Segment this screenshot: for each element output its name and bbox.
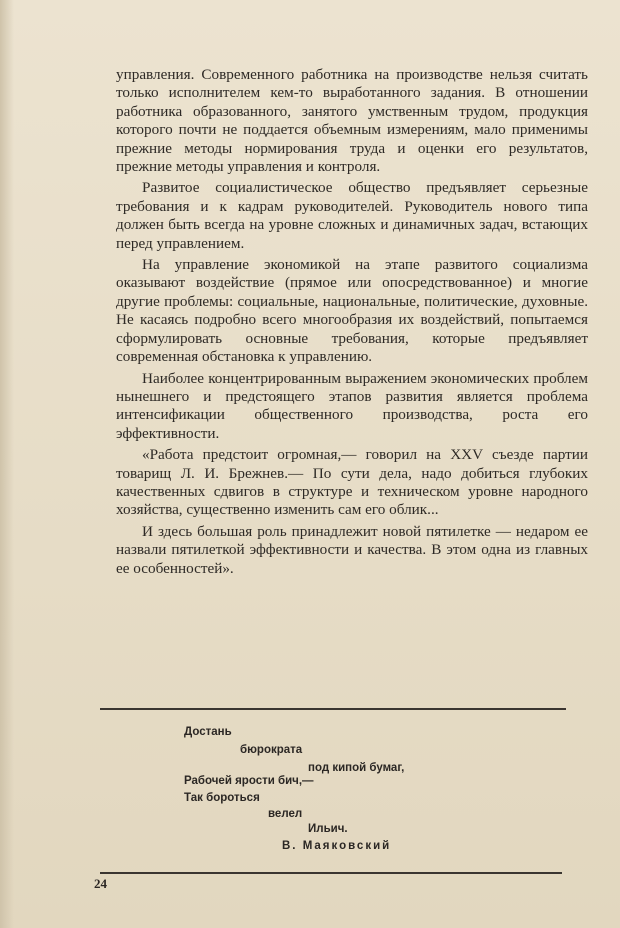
poem-author: В. Маяковский	[282, 840, 392, 852]
paragraph-6: И здесь большая роль принадлежит новой пятилетке — недаром ее назвали пятилеткой эффективности и качества. В этом одна из главных ее особенностей».	[116, 522, 588, 577]
bottom-divider-rule	[100, 872, 562, 874]
paragraph-5: «Работа предстоит огромная,— говорил на XXV съезде партии товарищ Л. И. Брежнев.— По сути дела, надо добиться глубоких качественных сдвигов в структуре и техническом уровне народного хозяйства, существенно изменить сам его облик...	[116, 446, 588, 519]
paragraph-4: Наиболее концентрированным выражением экономических проблем нынешнего и предстоящего этапов развития является проблема интенсификации общественного производства, роста его эффективности.	[116, 369, 588, 442]
page-number: 24	[94, 876, 107, 891]
paragraph-1: управления. Современного работника на производстве нельзя считать только исполнителем кем-то выработанного задания. В отношении работника образованного, занятого умственным трудом, продукция которого почти не поддается объемным измерениям, мало применимы прежние методы нормирования труда и оценки его результатов, прежние методы управления и контроля.	[116, 66, 588, 176]
poem-line-4: Рабочей ярости бич,—	[184, 775, 314, 787]
poem-line-5: Так бороться	[184, 792, 260, 804]
poem-line-3: под кипой бумаг,	[308, 762, 405, 774]
poem-line-2: бюрократа	[240, 744, 303, 756]
poem-line-6: велел	[268, 808, 303, 820]
poem-line-7: Ильич.	[308, 823, 348, 835]
paragraph-3: На управление экономикой на этапе развитого социализма оказывают воздействие (прямое или опосредствованное) и многие другие проблемы: социальные, национальные, политические, духовные. Не касаясь подробно всего многообразия их воздействий, попытаемся сформулировать основные требования, которые предъявляет современная обстановка к управлению.	[116, 256, 588, 366]
paragraph-2: Развитое социалистическое общество предъявляет серьезные требования и к кадрам руководителей. Руководитель нового типа должен быть всегда на уровне сложных и динамичных задач, встающих перед управлением.	[116, 179, 588, 252]
poem-line-1: Достань	[184, 726, 232, 738]
